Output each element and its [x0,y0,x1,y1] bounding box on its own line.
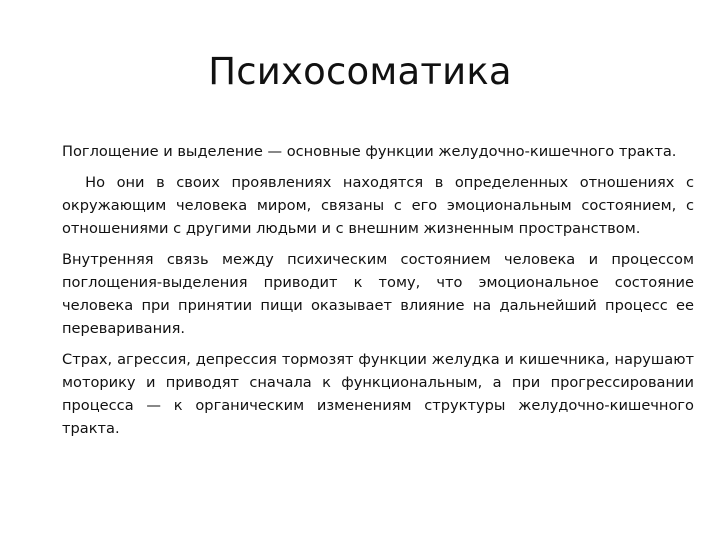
paragraph-1: Поглощение и выделение — основные функции желудочно-кишечного тракта. [62,143,677,160]
paragraph-2: Но они в своих проявлениях находятся в определенных отношениях с окружающим человека миром, связаны с его эмоциональным состоянием, с отношениями с другими людьми и с внешним жизненным пространством. [62,174,699,237]
slide-title: Психосоматика [208,50,512,93]
slide-body [62,140,699,448]
paragraph-4: Страх, агрессия, депрессия тормозят функции желудка и кишечника, нарушают моторику и приводят сначала к функциональным, а при прогрессировании процесса — к органическим изменениям структуры желудочно-кишечного тракта. [62,351,694,437]
paragraph-3: Внутренняя связь между психическим состоянием человека и процессом поглощения-выделения приводит к тому, что эмоциональное состояние человека при принятии пищи оказывает влияние на дальнейший процесс ее переваривания. [62,251,694,337]
